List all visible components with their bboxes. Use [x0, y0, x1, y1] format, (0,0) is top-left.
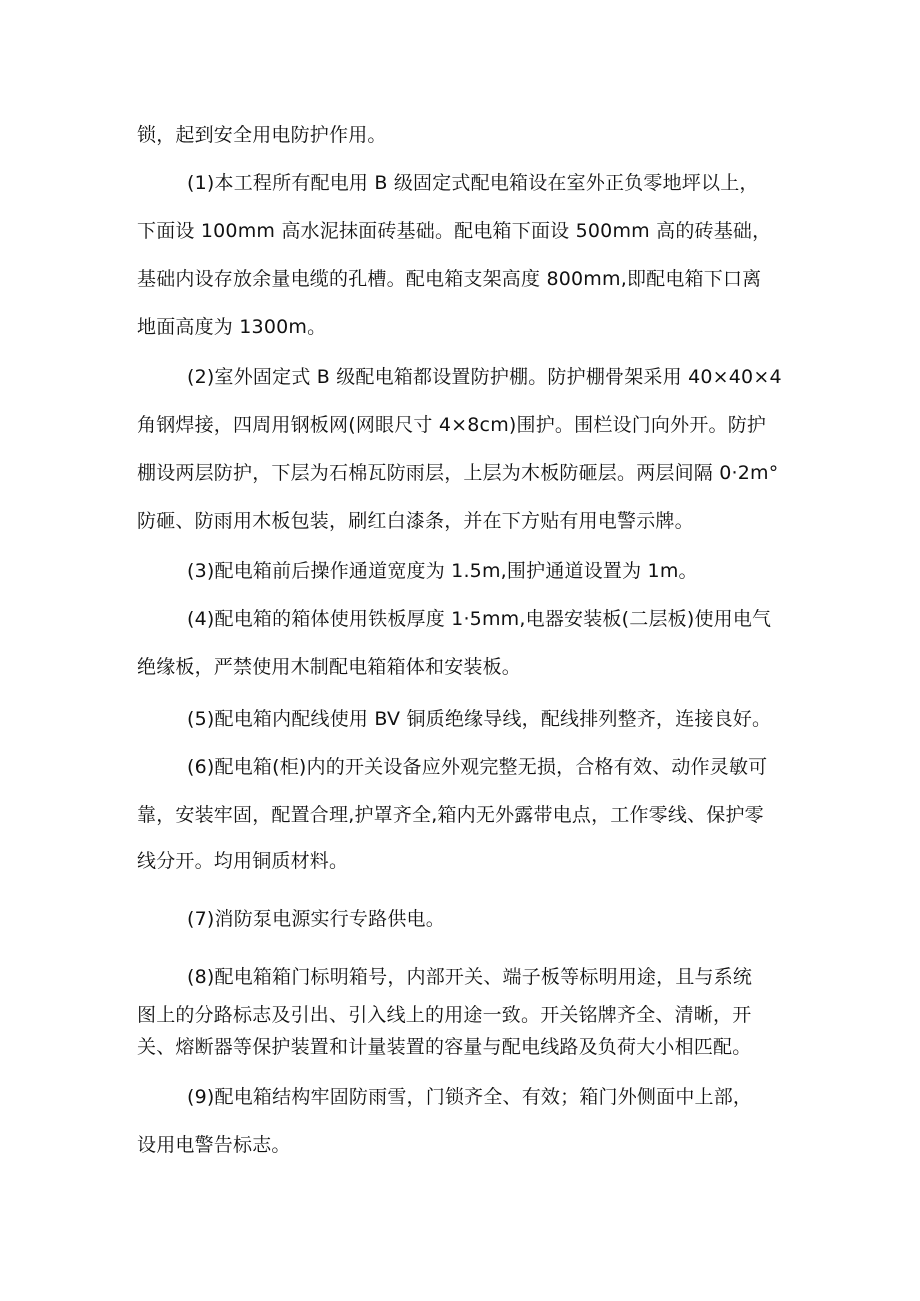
text-line-item-3: (3)配电箱前后操作通道宽度为 1.5m,围护通道设置为 1m。	[187, 560, 698, 582]
text-line-item-5: (5)配电箱内配线使用 BV 铜质绝缘导线，配线排列整齐，连接良好。	[187, 708, 772, 730]
text-line-item-7: (7)消防泵电源实行专路供电。	[187, 908, 445, 930]
text-line-item-4: (4)配电箱的箱体使用铁板厚度 1·5mm,电器安装板(二层板)使用电气	[187, 608, 772, 630]
text-line-item-6: (6)配电箱(柜)内的开关设备应外观完整无损，合格有效、动作灵敏可	[187, 756, 768, 778]
text-line-item-8: (8)配电箱箱门标明箱号，内部开关、端子板等标明用途，且与系统	[187, 966, 753, 988]
text-line-item-1: (1)本工程所有配电用 B 级固定式配电箱设在室外正负零地坪以上，	[187, 172, 759, 194]
text-line: 基础内设存放余量电缆的孔槽。配电箱支架高度 800mm,即配电箱下口离	[137, 268, 762, 290]
text-line-item-9: (9)配电箱结构牢固防雨雪，门锁齐全、有效；箱门外侧面中上部，	[187, 1086, 753, 1108]
text-line: 防砸、防雨用木板包装，刷红白漆条，并在下方贴有用电警示牌。	[137, 510, 694, 532]
text-line: 地面高度为 1300m。	[137, 316, 327, 338]
text-line: 设用电警告标志。	[137, 1134, 291, 1156]
text-line: 角钢焊接，四周用钢板网(网眼尺寸 4×8cm)围护。围栏设门向外开。防护	[137, 414, 767, 436]
text-line: 图上的分路标志及引出、引入线上的用途一致。开关铭牌齐全、清晰，开	[137, 1004, 752, 1026]
text-line: 绝缘板，严禁使用木制配电箱箱体和安装板。	[137, 656, 522, 678]
text-line: 关、熔断器等保护装置和计量装置的容量与配电线路及负荷大小相匹配。	[137, 1036, 752, 1058]
text-line: 线分开。均用铜质材料。	[137, 850, 349, 872]
text-line: 棚设两层防护，下层为石棉瓦防雨层，上层为木板防砸层。两层间隔 0·2m°	[137, 462, 779, 484]
text-line: 靠，安装牢固，配置合理,护罩齐全,箱内无外露带电点，工作零线、保护零	[137, 804, 764, 826]
text-line: 锁，起到安全用电防护作用。	[137, 124, 387, 146]
text-line-item-2: (2)室外固定式 B 级配电箱都设置防护棚。防护棚骨架采用 40×40×4	[187, 366, 782, 388]
text-line: 下面设 100mm 高水泥抹面砖基础。配电箱下面设 500mm 高的砖基础，	[137, 220, 772, 242]
